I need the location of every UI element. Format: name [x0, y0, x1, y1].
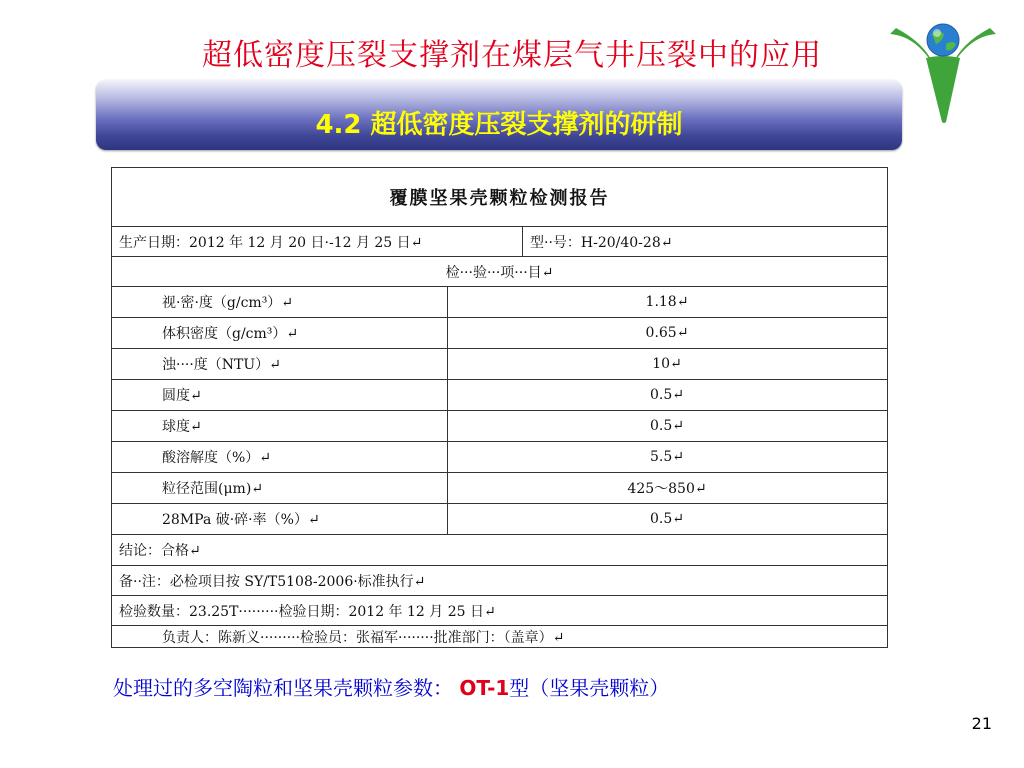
item-value: 0.5↵ [650, 511, 684, 527]
item-name: 视·密·度（g/cm³）↵ [162, 295, 294, 311]
model-number: 型··号：H-20/40-28↵ [530, 234, 673, 251]
report-meta-row [112, 226, 887, 256]
item-value: 10↵ [652, 356, 682, 372]
table-row [112, 503, 887, 534]
column-divider [522, 227, 523, 256]
logo-icon [886, 14, 1000, 124]
item-value: 0.65↵ [645, 325, 689, 341]
items-header: 检···验···项···目↵ [445, 264, 554, 281]
table-row [112, 317, 887, 348]
table-row [112, 441, 887, 472]
conclusion-row [112, 534, 887, 565]
signatures: 负责人：陈新义·········检验员：张福军········批准部门：（盖章）↵ [162, 630, 565, 646]
item-value: 0.5↵ [650, 418, 684, 434]
inspection-row [112, 595, 887, 625]
item-name: 粒径范围(μm)↵ [162, 481, 264, 497]
item-name: 浊····度（NTU）↵ [162, 357, 281, 373]
item-name: 体积密度（g/cm³）↵ [162, 326, 299, 342]
production-date: 生产日期：2012 年 12 月 20 日·-12 月 25 日↵ [119, 234, 423, 251]
signature-row [112, 625, 887, 648]
section-banner [96, 80, 902, 150]
item-value: 1.18↵ [645, 294, 689, 310]
conclusion: 结论：合格↵ [119, 543, 201, 559]
table-row [112, 410, 887, 441]
slide-title: 超低密度压裂支撑剂在煤层气井压裂中的应用 [202, 38, 822, 73]
item-name: 球度↵ [162, 419, 202, 435]
inspection-report [111, 167, 888, 648]
caption [113, 672, 669, 701]
item-name: 圆度↵ [162, 388, 202, 404]
section-subtitle: 4.2 超低密度压裂支撑剂的研制 [315, 110, 683, 140]
table-row [112, 472, 887, 503]
table-row [112, 379, 887, 410]
items-header-row [112, 256, 887, 286]
note-row [112, 565, 887, 595]
note: 备··注：必检项目按 SY/T5108-2006·标准执行↵ [119, 573, 426, 590]
table-row [112, 286, 887, 317]
caption-prefix: 处理过的多空陶粒和坚果壳颗粒参数： [113, 676, 453, 700]
caption-suffix: 型（坚果壳颗粒） [509, 676, 670, 700]
report-title: 覆膜坚果壳颗粒检测报告 [389, 188, 610, 209]
item-value: 0.5↵ [650, 387, 684, 403]
page-number: 21 [971, 714, 992, 733]
table-row [112, 348, 887, 379]
item-value: 425～850↵ [627, 481, 707, 497]
inspection-info: 检验数量：23.25T·········检验日期：2012 年 12 月 25 日↵ [119, 603, 496, 620]
item-name: 28MPa 破·碎·率（%）↵ [162, 512, 320, 528]
item-value: 5.5↵ [650, 449, 684, 465]
report-title-row [112, 168, 887, 226]
item-name: 酸溶解度（%）↵ [162, 450, 272, 466]
caption-model: OT-1 [459, 676, 510, 700]
